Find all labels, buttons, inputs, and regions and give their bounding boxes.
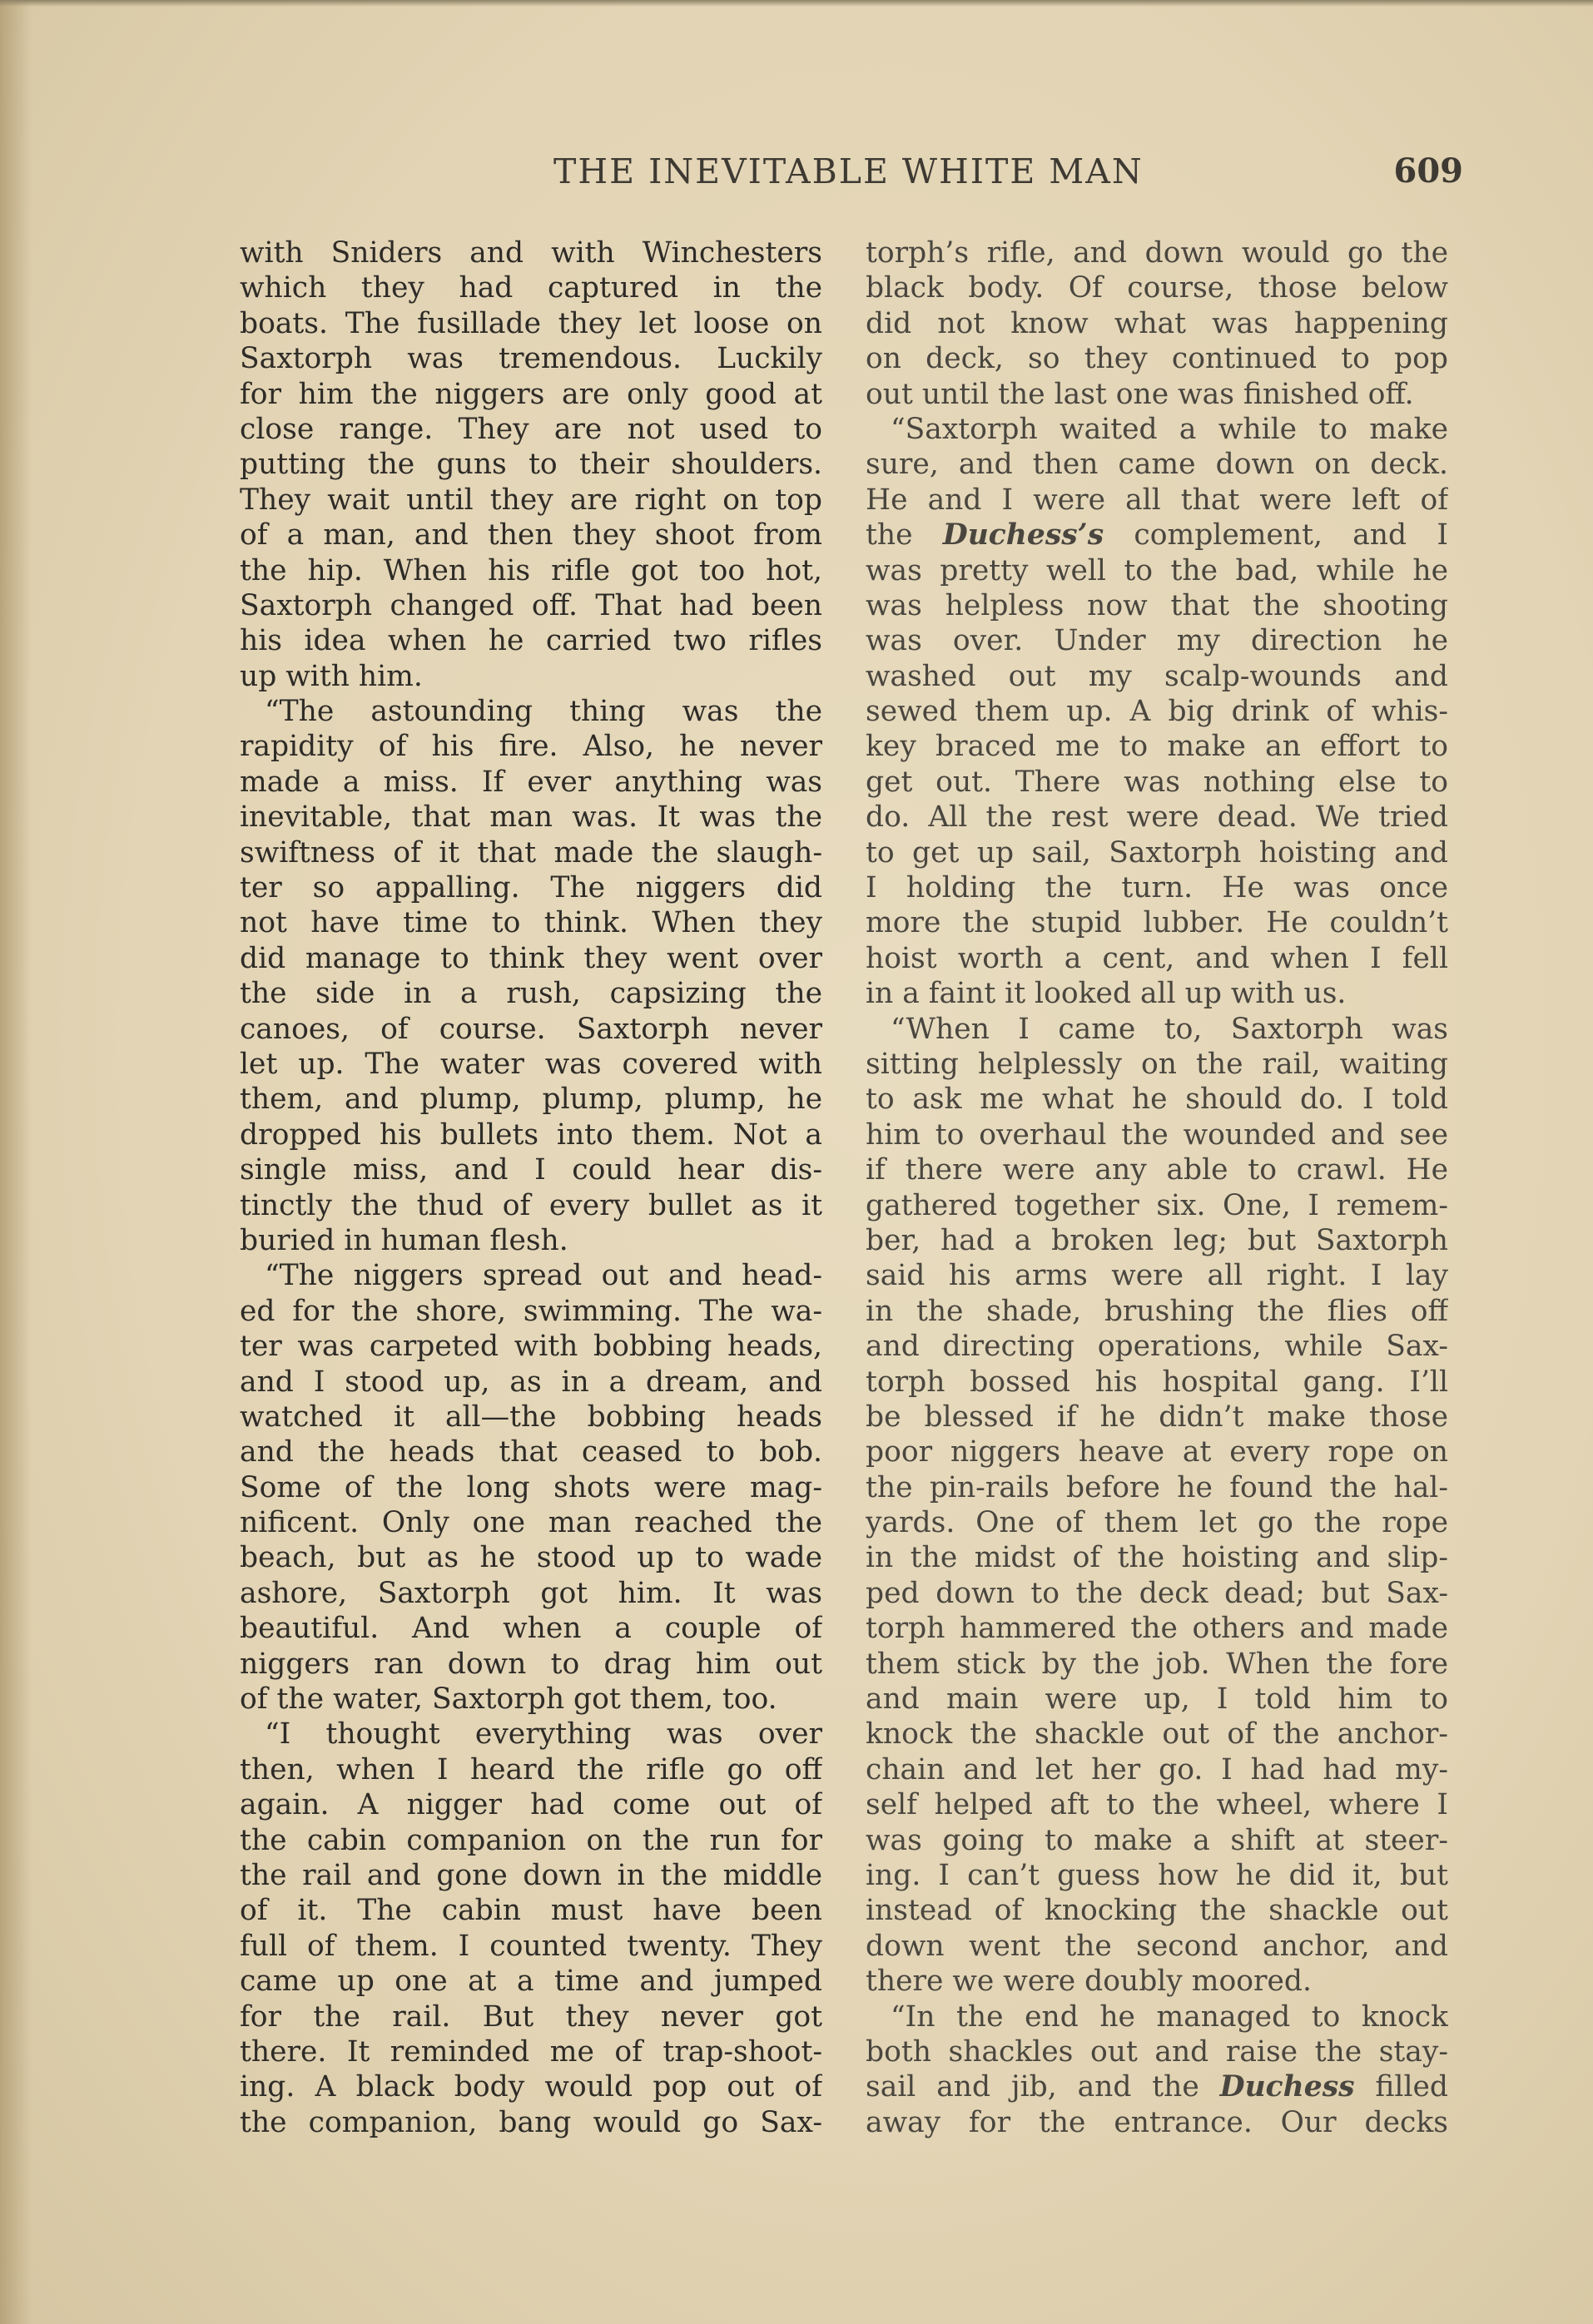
text-line: dropped his bullets into them. Not a (240, 1117, 822, 1152)
text-line: beautiful. And when a couple of (240, 1612, 822, 1646)
text-line: putting the guns to their shoulders. (240, 448, 822, 482)
text-line: was helpless now that the shooting (866, 588, 1448, 622)
text-line: I holding the turn. He was once (866, 871, 1448, 905)
text-line: gathered together six. One, I remem- (866, 1188, 1448, 1222)
text-line: torph hammered the others and made (866, 1612, 1448, 1646)
text-line: full of them. I counted twenty. They (240, 1929, 822, 1963)
gutter-shadow (0, 0, 32, 2324)
text-line: with Sniders and with Winchesters (240, 236, 822, 270)
text-line: nificent. Only one man reached the (240, 1506, 822, 1540)
text-line: single miss, and I could hear dis- (240, 1153, 822, 1187)
text-line: to ask me what he should do. I told (866, 1083, 1448, 1117)
text-line: them stick by the job. When the fore (866, 1647, 1448, 1681)
right-text-column (866, 235, 1448, 2140)
text-line: key braced me to make an effort to (866, 730, 1448, 764)
text-line: black body. Of course, those below (866, 271, 1448, 305)
text-line: ter was carpeted with bobbing heads, (240, 1330, 822, 1364)
text-line: the hip. When his rifle got too hot, (240, 553, 822, 587)
text-line: sail and jib, and the Duchess filled (866, 2070, 1448, 2104)
text-line: washed out my scalp-wounds and (866, 659, 1448, 693)
text-line: get out. There was nothing else to (866, 765, 1448, 799)
text-line: chain and let her go. I had had my- (866, 1752, 1448, 1786)
text-line: did not know what was happening (866, 306, 1448, 340)
text-line: “Saxtorph waited a while to make (891, 412, 1448, 446)
text-line: ing. I can’t guess how he did it, but (866, 1858, 1448, 1892)
text-line: be blessed if he didn’t make those (866, 1400, 1448, 1434)
text-line: “In the end he managed to knock (891, 1999, 1448, 2034)
text-line: then, when I heard the rifle go off (240, 1752, 822, 1786)
page-number: 609 (1393, 151, 1463, 191)
running-head (240, 151, 1463, 201)
text-line: in the shade, brushing the flies off (866, 1294, 1448, 1328)
text-line: ped down to the deck dead; but Sax- (866, 1576, 1448, 1610)
text-line: the cabin companion on the run for (240, 1823, 822, 1857)
text-line: close range. They are not used to (240, 412, 822, 446)
text-line: the Duchess’s complement, and I (866, 518, 1448, 553)
text-line: and directing operations, while Sax- (866, 1330, 1448, 1364)
text-line: the companion, bang would go Sax- (240, 2105, 822, 2139)
text-line: sure, and then came down on deck. (866, 448, 1448, 482)
text-line: of the water, Saxtorph got them, too. (240, 1682, 777, 1717)
text-line: inevitable, that man was. It was the (240, 800, 822, 835)
text-line: torph’s rifle, and down would go the (866, 236, 1448, 270)
text-line: Saxtorph changed off. That had been (240, 588, 822, 622)
text-line: the side in a rush, capsizing the (240, 977, 822, 1011)
text-line: was over. Under my direction he (866, 624, 1448, 658)
text-line: instead of knocking the shackle out (866, 1894, 1448, 1928)
text-line: them, and plump, plump, plump, he (240, 1083, 822, 1117)
text-line: in a faint it looked all up with us. (866, 977, 1347, 1011)
text-line: torph bossed his hospital gang. I’ll (866, 1365, 1448, 1399)
text-line: both shackles out and raise the stay- (866, 2034, 1448, 2069)
text-line: ter so appalling. The niggers did (240, 871, 822, 905)
text-line: and main were up, I told him to (866, 1682, 1448, 1717)
text-line: to get up sail, Saxtorph hoisting and (866, 835, 1448, 870)
text-line: “The astounding thing was the (265, 695, 822, 729)
text-line: beach, but as he stood up to wade (240, 1541, 822, 1575)
text-line: ber, had a broken leg; but Saxtorph (866, 1223, 1448, 1257)
text-line: rapidity of his fire. Also, he never (240, 730, 822, 764)
text-line: of it. The cabin must have been (240, 1894, 822, 1928)
running-title: THE INEVITABLE WHITE MAN (553, 151, 1144, 191)
text-line: which they had captured in the (240, 271, 822, 305)
text-line: for him the niggers are only good at (240, 377, 822, 411)
text-line: again. A nigger had come out of (240, 1788, 822, 1822)
text-line: “The niggers spread out and head- (265, 1259, 822, 1293)
text-line: did manage to think they went over (240, 941, 822, 975)
text-line: him to overhaul the wounded and see (866, 1117, 1448, 1152)
text-line: canoes, of course. Saxtorph never (240, 1012, 822, 1046)
text-line: there. It reminded me of trap-shoot- (240, 2034, 822, 2069)
text-line: the pin-rails before he found the hal- (866, 1470, 1448, 1504)
text-line: Some of the long shots were mag- (240, 1470, 822, 1504)
text-line: of a man, and then they shoot from (240, 518, 822, 553)
text-line: on deck, so they continued to pop (866, 342, 1448, 376)
text-line: in the midst of the hoisting and slip- (866, 1541, 1448, 1575)
text-line: was pretty well to the bad, while he (866, 553, 1448, 587)
text-line: for the rail. But they never got (240, 1999, 822, 2034)
text-line: there we were doubly moored. (866, 1965, 1312, 1999)
text-line: down went the second anchor, and (866, 1929, 1448, 1963)
text-line: self helped aft to the wheel, where I (866, 1788, 1448, 1822)
page-top-edge (0, 0, 1593, 7)
text-line: not have time to think. When they (240, 906, 822, 940)
text-line: his idea when he carried two rifles (240, 624, 822, 658)
text-line: the rail and gone down in the middle (240, 1858, 822, 1892)
text-line: hoist worth a cent, and when I fell (866, 941, 1448, 975)
text-line: They wait until they are right on top (240, 483, 822, 517)
text-line: came up one at a time and jumped (240, 1965, 822, 1999)
text-line: “I thought everything was over (265, 1717, 822, 1752)
text-line: ashore, Saxtorph got him. It was (240, 1576, 822, 1610)
text-line: ing. A black body would pop out of (240, 2070, 822, 2104)
text-line: and the heads that ceased to bob. (240, 1435, 822, 1469)
text-line: watched it all—the bobbing heads (240, 1400, 822, 1434)
text-line: made a miss. If ever anything was (240, 765, 822, 799)
text-line: sewed them up. A big drink of whis- (866, 695, 1448, 729)
text-line: if there were any able to crawl. He (866, 1153, 1448, 1187)
text-line: yards. One of them let go the rope (866, 1506, 1448, 1540)
text-line: knock the shackle out of the anchor- (866, 1717, 1448, 1752)
text-line: was going to make a shift at steer- (866, 1823, 1448, 1857)
text-line: away for the entrance. Our decks (866, 2105, 1448, 2139)
text-line: and I stood up, as in a dream, and (240, 1365, 822, 1399)
text-line: do. All the rest were dead. We tried (866, 800, 1448, 835)
text-line: Saxtorph was tremendous. Luckily (240, 342, 822, 376)
text-line: swiftness of it that made the slaugh- (240, 835, 822, 870)
text-line: boats. The fusillade they let loose on (240, 306, 822, 340)
text-line: poor niggers heave at every rope on (866, 1435, 1448, 1469)
text-line: sitting helplessly on the rail, waiting (866, 1047, 1448, 1081)
text-line: out until the last one was finished off. (866, 377, 1414, 411)
text-line: He and I were all that were left of (866, 483, 1448, 517)
text-line: “When I came to, Saxtorph was (891, 1012, 1448, 1046)
text-line: buried in human flesh. (240, 1223, 568, 1257)
text-line: said his arms were all right. I lay (866, 1259, 1448, 1293)
text-line: up with him. (240, 659, 423, 693)
text-line: more the stupid lubber. He couldn’t (866, 906, 1448, 940)
text-line: let up. The water was covered with (240, 1047, 822, 1081)
text-line: niggers ran down to drag him out (240, 1647, 822, 1681)
left-text-column (240, 235, 822, 2140)
text-line: ed for the shore, swimming. The wa- (240, 1294, 822, 1328)
text-line: tinctly the thud of every bullet as it (240, 1188, 822, 1222)
